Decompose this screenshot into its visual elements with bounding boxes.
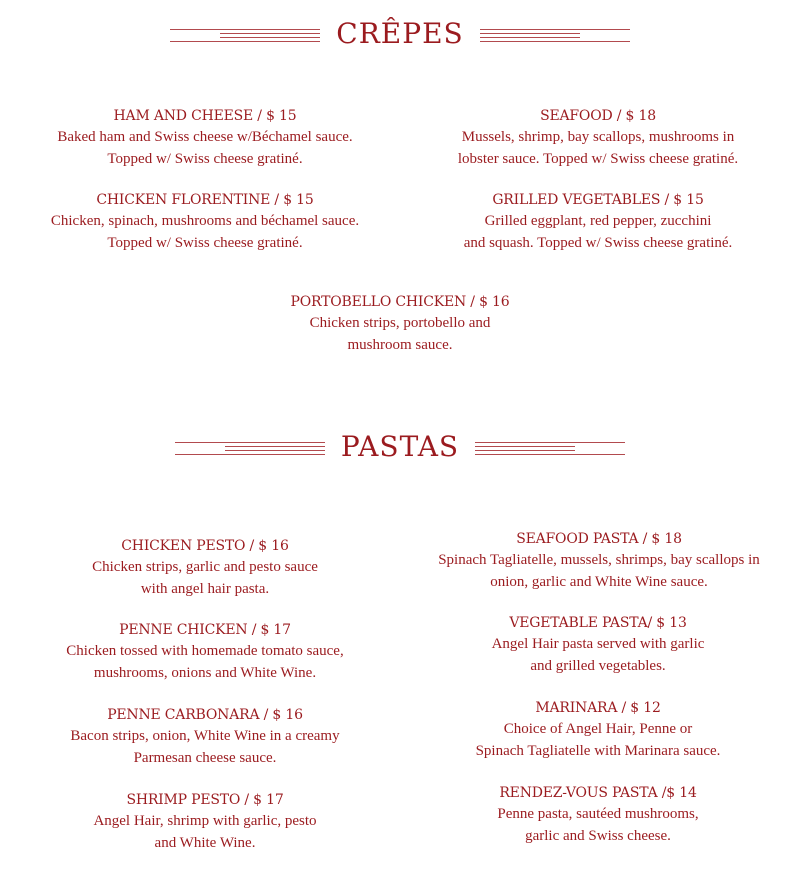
- menu-item-description: Chicken, spinach, mushrooms and béchamel sauce. Topped w/ Swiss cheese gratiné.: [50, 213, 360, 251]
- menu-item-description: Spinach Tagliatelle, mussels, shrimps, bay scallops in onion, garlic and White Wine sauce.: [438, 552, 760, 590]
- menu-item-chicken-pesto: [0, 536, 410, 600]
- menu-item-description: Chicken strips, garlic and pesto sauce with angel hair pasta.: [92, 559, 318, 597]
- menu-item-title: RENDEZ-VOUS PASTA /$ 14: [499, 785, 697, 801]
- menu-item-shrimp-pesto: [0, 790, 410, 854]
- decorative-rule-right: [480, 23, 630, 45]
- menu-item-title: CHICKEN PESTO / $ 16: [121, 538, 289, 554]
- menu-item-description: Chicken strips, portobello and mushroom sauce.: [309, 315, 491, 353]
- menu-item-seafood-pasta: [398, 529, 800, 593]
- menu-item-description: Baked ham and Swiss cheese w/Béchamel sauce. Topped w/ Swiss cheese gratiné.: [57, 129, 353, 167]
- menu-item-description: Mussels, shrimp, bay scallops, mushrooms in lobster sauce. Topped w/ Swiss cheese gratiné.: [457, 129, 739, 167]
- menu-item-description: Choice of Angel Hair, Penne or Spinach Tagliatelle with Marinara sauce.: [475, 721, 721, 759]
- menu-item-title: SHRIMP PESTO / $ 17: [126, 792, 284, 808]
- menu-item-description: Angel Hair pasta served with garlic and grilled vegetables.: [491, 636, 705, 674]
- menu-item-seafood: [398, 106, 798, 170]
- menu-item-title: CHICKEN FLORENTINE / $ 15: [96, 192, 314, 208]
- decorative-rule-right: [475, 436, 625, 458]
- crepes-section-header: [0, 17, 800, 50]
- pastas-section-header: [0, 430, 800, 463]
- menu-item-rendez-vous-pasta: [398, 783, 798, 847]
- crepes-section-title: CRÊPES: [336, 17, 464, 50]
- menu-item-grilled-vegetables: [398, 190, 798, 254]
- menu-item-description: Chicken tossed with homemade tomato sauce, mushrooms, onions and White Wine.: [66, 643, 344, 681]
- menu-item-title: PENNE CARBONARA / $ 16: [107, 707, 303, 723]
- decorative-rule-left: [170, 23, 320, 45]
- menu-item-description: Bacon strips, onion, White Wine in a creamy Parmesan cheese sauce.: [70, 728, 340, 766]
- menu-item-title: PENNE CHICKEN / $ 17: [119, 622, 291, 638]
- menu-item-title: HAM AND CHEESE / $ 15: [113, 108, 297, 124]
- menu-item-title: GRILLED VEGETABLES / $ 15: [492, 192, 704, 208]
- pastas-section-title: PASTAS: [340, 430, 460, 463]
- menu-item-description: Grilled eggplant, red pepper, zucchini and squash. Topped w/ Swiss cheese gratiné.: [463, 213, 733, 251]
- menu-item-description: Angel Hair, shrimp with garlic, pesto and White Wine.: [93, 813, 317, 851]
- menu-item-ham-and-cheese: [0, 106, 410, 170]
- menu-item-title: SEAFOOD PASTA / $ 18: [516, 531, 682, 547]
- menu-item-chicken-florentine: [0, 190, 410, 254]
- menu-item-penne-chicken: [0, 620, 410, 684]
- menu-item-title: VEGETABLE PASTA/ $ 13: [509, 615, 687, 631]
- menu-item-portobello-chicken: [200, 292, 600, 356]
- menu-item-penne-carbonara: [0, 705, 410, 769]
- menu-item-description: Penne pasta, sautéed mushrooms, garlic and Swiss cheese.: [497, 806, 699, 844]
- menu-item-title: MARINARA / $ 12: [535, 700, 661, 716]
- menu-item-marinara: [398, 698, 798, 762]
- menu-item-title: PORTOBELLO CHICKEN / $ 16: [290, 294, 510, 310]
- menu-item-vegetable-pasta: [398, 613, 798, 677]
- menu-item-title: SEAFOOD / $ 18: [540, 108, 656, 124]
- decorative-rule-left: [175, 436, 325, 458]
